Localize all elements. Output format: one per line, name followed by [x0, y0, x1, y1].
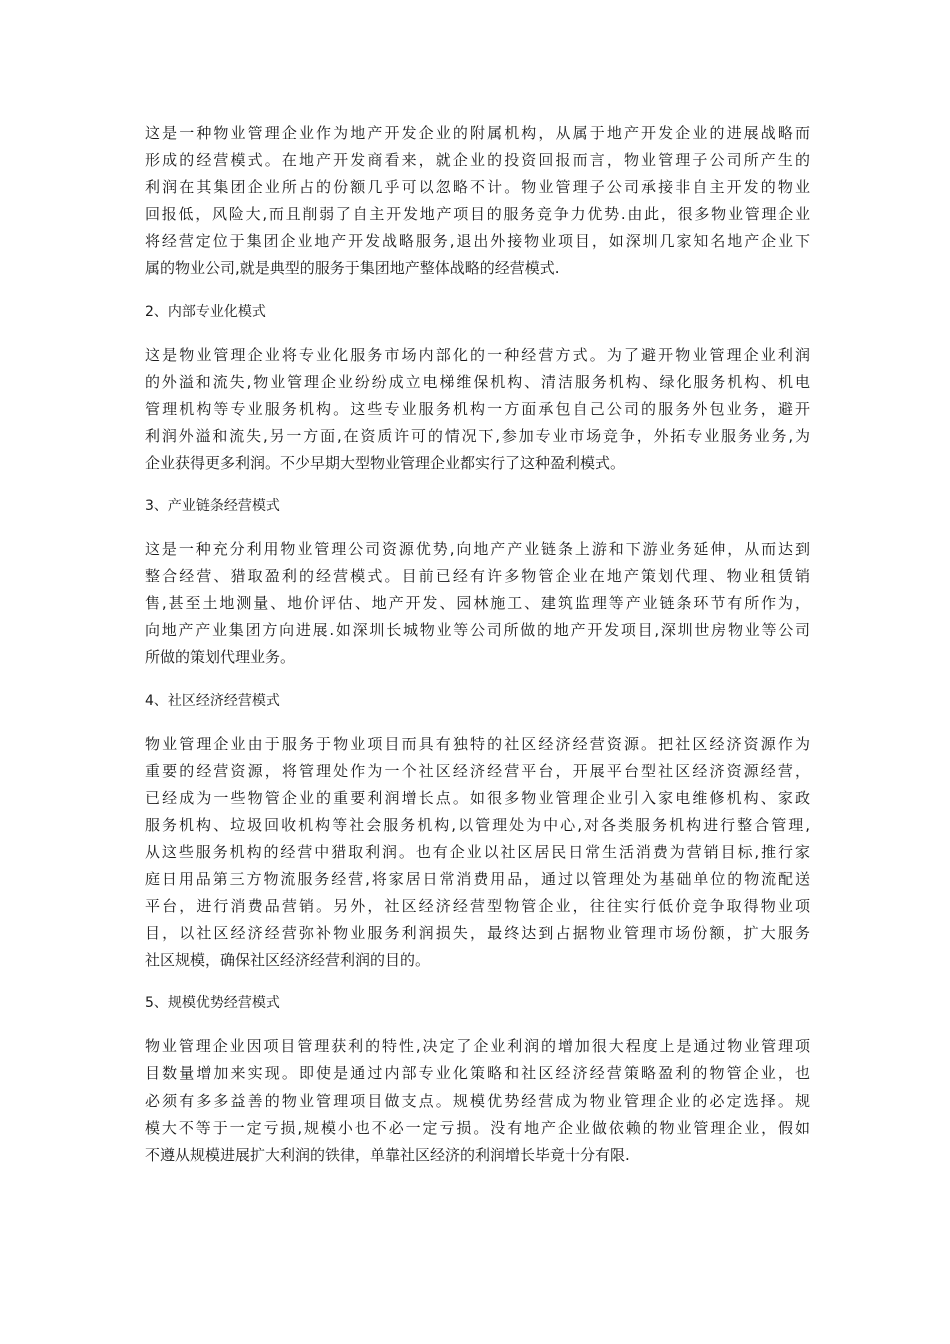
paragraph-line: 物业管理企业由于服务于物业项目而具有独特的社区经济经营资源。把社区经济资源作为	[145, 734, 813, 753]
section-heading: 5、规模优势经营模式	[145, 995, 280, 1012]
paragraph-line: 模大不等于一定亏损,规模小也不必一定亏损。没有地产企业做依赖的物业管理企业，假如	[145, 1118, 812, 1137]
paragraph-line: 形成的经营模式。在地产开发商看来，就企业的投资回报而言，物业管理子公司所产生的	[145, 151, 813, 170]
paragraph-line: 不遵从规模进展扩大利润的铁律，单靠社区经济的利润增长毕竟十分有限.	[145, 1145, 630, 1164]
document-page	[145, 120, 813, 1185]
paragraph-line: 利润在其集团企业所占的份额几乎可以忽略不计。物业管理子公司承接非自主开发的物业	[145, 178, 813, 197]
paragraph-line: 企业获得更多利润。不少早期大型物业管理企业都实行了这种盈利模式。	[145, 453, 626, 472]
paragraph-line: 庭日用品第三方物流服务经营,将家居日常消费用品，通过以管理处为基础单位的物流配送	[145, 869, 812, 888]
paragraph-line: 目数量增加来实现。即使是通过内部专业化策略和社区经济经营策略盈利的物管企业，也	[145, 1064, 813, 1083]
body-paragraph	[145, 536, 813, 671]
body-paragraph	[145, 731, 813, 975]
paragraph-line: 的外溢和流失,物业管理企业纷纷成立电梯维保机构、清洁服务机构、绿化服务机构、机电	[145, 372, 812, 391]
paragraph-line: 平台，进行消费品营销。另外，社区经济经营型物管企业，往往实行低价竞争取得物业项	[145, 897, 813, 916]
paragraph-line: 社区规模，确保社区经济经营利润的目的。	[145, 951, 431, 970]
paragraph-line: 物业管理企业因项目管理获利的特性,决定了企业利润的增加很大程度上是通过物业管理项	[145, 1037, 812, 1056]
paragraph-line: 所做的策划代理业务。	[145, 648, 296, 667]
paragraph-line: 必须有多多益善的物业管理项目做支点。规模优势经营成为物业管理企业的必定选择。规	[145, 1091, 813, 1110]
paragraph-line: 整合经营、猎取盈利的经营模式。目前已经有许多物管企业在地产策划代理、物业租赁销	[145, 567, 813, 586]
paragraph-line: 利润外溢和流失,另一方面,在资质许可的情况下,参加专业市场竞争，外拓专业服务业务,为	[145, 426, 812, 445]
paragraph-line: 售,甚至土地测量、地价评估、地产开发、园林施工、建筑监理等产业链条环节有所作为，	[145, 594, 812, 613]
paragraph-line: 这是一种物业管理企业作为地产开发企业的附属机构，从属于地产开发企业的进展战略而	[145, 124, 813, 142]
paragraph-line: 这是一种充分利用物业管理公司资源优势,向地产产业链条上游和下游业务延伸，从而达到	[145, 540, 812, 559]
paragraph-line: 从这些服务机构的经营中猎取利润。也有企业以社区居民日常生活消费为营销目标,推行家	[145, 842, 812, 861]
paragraph-line: 目，以社区经济经营弥补物业服务利润损失，最终达到占据物业管理市场份额，扩大服务	[145, 924, 813, 943]
body-paragraph	[145, 1033, 813, 1168]
section-heading: 4、社区经济经营模式	[145, 692, 280, 709]
body-paragraph	[145, 120, 813, 283]
paragraph-line: 向地产产业集团方向进展.如深圳长城物业等公司所做的地产开发项目,深圳世房物业等公司	[145, 621, 812, 640]
paragraph-line: 属的物业公司,就是典型的服务于集团地产整体战略的经营模式.	[145, 259, 560, 278]
paragraph-line: 已经成为一些物管企业的重要利润增长点。如很多物业管理企业引入家电维修机构、家政	[145, 788, 813, 807]
paragraph-line: 这是物业管理企业将专业化服务市场内部化的一种经营方式。为了避开物业管理企业利润	[145, 345, 813, 364]
body-paragraph	[145, 342, 813, 477]
paragraph-line: 管理机构等专业服务机构。这些专业服务机构一方面承包自己公司的服务外包业务，避开	[145, 399, 813, 418]
paragraph-line: 重要的经营资源，将管理处作为一个社区经济经营平台，开展平台型社区经济资源经营，	[145, 761, 813, 780]
section-heading: 2、内部专业化模式	[145, 303, 266, 320]
section-heading: 3、产业链条经营模式	[145, 498, 280, 515]
paragraph-line: 服务机构、垃圾回收机构等社会服务机构,以管理处为中心,对各类服务机构进行整合管理,	[145, 815, 813, 834]
paragraph-line: 回报低，风险大,而且削弱了自主开发地产项目的服务竞争力优势.由此，很多物业管理企业	[145, 205, 812, 224]
paragraph-line: 将经营定位于集团企业地产开发战略服务,退出外接物业项目，如深圳几家知名地产企业下	[145, 232, 812, 251]
